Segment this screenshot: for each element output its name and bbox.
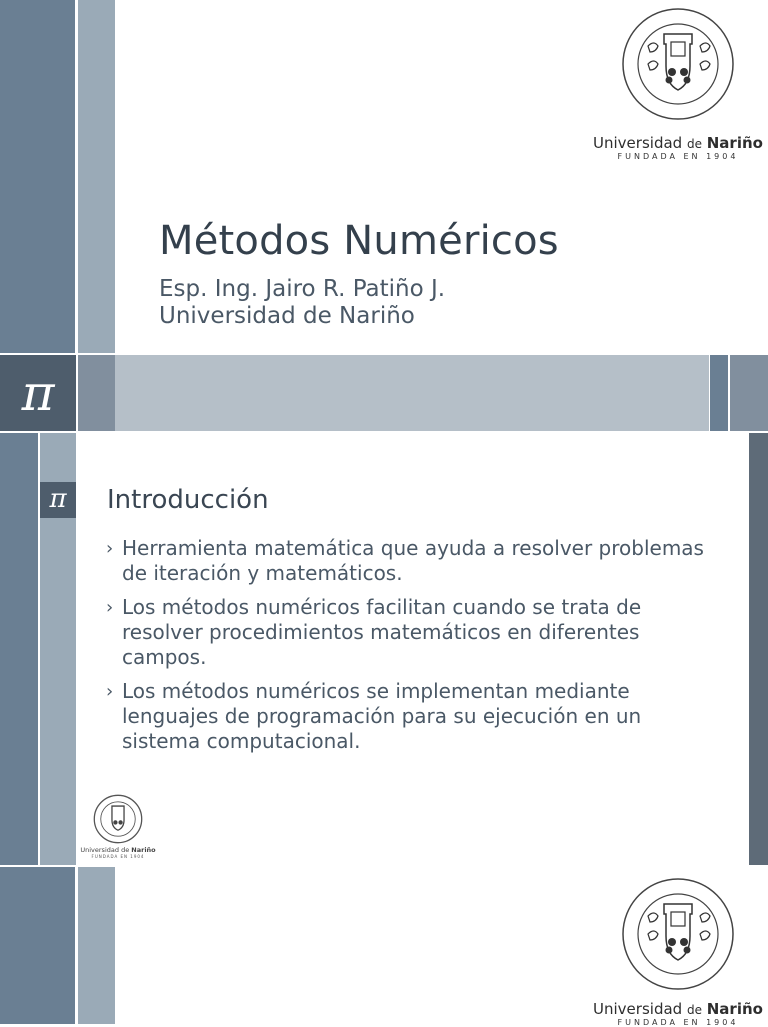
section-title: Introducción <box>107 485 269 515</box>
logo-founded: FUNDADA EN 1904 <box>617 152 739 161</box>
logo-name-prefix: Universidad <box>593 134 683 152</box>
chevron-right-icon: › <box>106 681 114 702</box>
decor-block-steel <box>78 355 115 431</box>
author-line: Esp. Ing. Jairo R. Patiño J. <box>159 276 446 302</box>
logo-name-de: de <box>686 137 702 151</box>
decor-column-mid <box>78 0 115 353</box>
decor-column-dark <box>0 867 75 1024</box>
bullet-list <box>106 536 716 763</box>
university-logo-small: Universidad de Nariño FUNDADA EN 1904 <box>78 794 158 859</box>
decor-block-dark <box>710 355 728 431</box>
bullet-item: › Los métodos numéricos se implementan mediante lenguajes de programación para su ejecución en un sistema computacional. <box>106 679 642 753</box>
decor-band-light <box>115 355 709 431</box>
university-logo: Universidad de Nariño FUNDADA EN 1904 <box>588 876 768 1027</box>
pi-icon-small: π <box>40 482 76 518</box>
decor-bar-right <box>749 433 768 865</box>
decor-column-dark <box>0 433 38 865</box>
decor-column-dark <box>0 0 75 353</box>
university-seal-icon <box>620 6 736 122</box>
bullet-item: › Los métodos numéricos facilitan cuando se trata de resolver procedimientos matemáticos en diferentes campos. <box>106 595 642 669</box>
university-seal-icon <box>620 876 736 992</box>
decor-column-mid <box>78 867 115 1024</box>
presentation-subtitle <box>159 276 445 330</box>
presentation-title: Métodos Numéricos <box>159 218 559 264</box>
university-logo <box>588 6 768 161</box>
logo-name-bold: Nariño <box>706 134 763 152</box>
chevron-right-icon: › <box>106 538 114 559</box>
pi-icon: π <box>0 355 76 431</box>
university-seal-icon <box>93 794 143 844</box>
decor-block-steel-right <box>730 355 768 431</box>
institution-line: Universidad de Nariño <box>159 303 415 329</box>
bullet-item: › Herramienta matemática que ayuda a resolver problemas de iteración y matemáticos. <box>106 536 704 585</box>
chevron-right-icon: › <box>106 597 114 618</box>
